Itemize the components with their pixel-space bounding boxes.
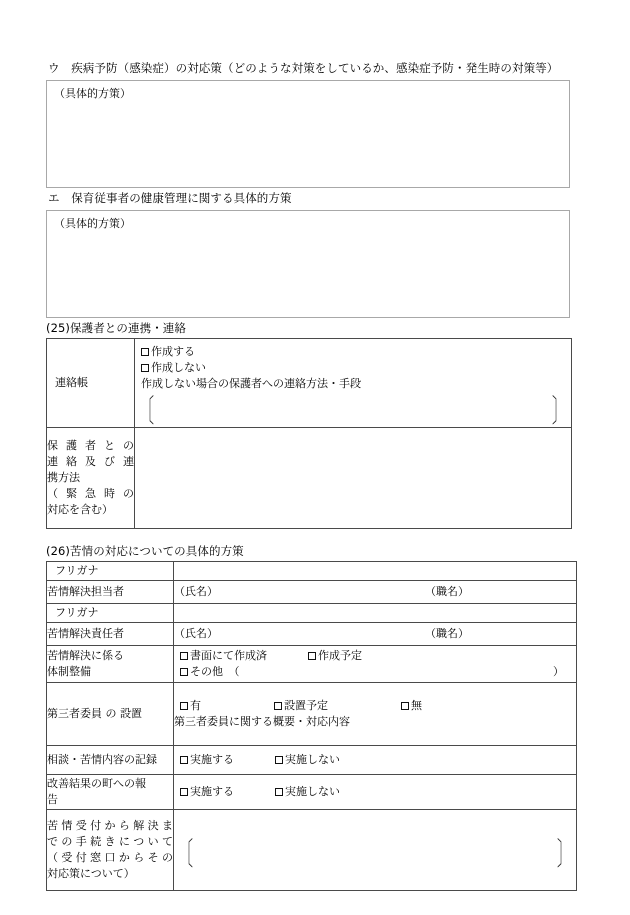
title-label: （職名） (425, 585, 469, 599)
option-label: 設置予定 (284, 699, 328, 713)
checkbox-icon[interactable] (180, 652, 188, 660)
label-line: 苦情受付から解決ま (47, 819, 173, 833)
table-row (47, 428, 572, 529)
label-line: 告 (47, 793, 58, 806)
furigana-label-2: フリガナ (47, 604, 174, 623)
section-u-box-label: （具体的方策） (54, 87, 131, 100)
section-25-heading: (25)保護者との連携・連絡 (46, 321, 187, 335)
row-value-renrakucho (135, 339, 572, 428)
checkbox-icon[interactable] (180, 702, 188, 710)
table-row (47, 581, 577, 604)
option-label: その他 （ (190, 665, 240, 678)
row-label-improvement-report (47, 775, 174, 810)
table-row (47, 623, 577, 646)
checkbox-icon[interactable] (180, 756, 188, 764)
label-line: 連絡及び連 (47, 455, 134, 469)
label-line: 保護者との (47, 439, 134, 453)
option-label: 実施しない (285, 753, 340, 767)
bracket-open-icon: 〔 (139, 392, 155, 430)
furigana-value-1[interactable] (174, 562, 577, 581)
committee-options[interactable] (174, 698, 576, 714)
row-label-procedure (47, 810, 174, 891)
checkbox-icon[interactable] (274, 702, 282, 710)
row-value-procedure[interactable] (174, 810, 577, 891)
section-u-heading: ウ 疾病予防（感染症）の対応策（どのような対策をしているか、感染症予防・発生時の対策等） (48, 61, 559, 75)
option-label: 有 (190, 699, 201, 713)
row-value-system-development (174, 646, 577, 683)
report-options[interactable] (174, 784, 576, 800)
renrakucho-free-entry[interactable] (135, 392, 571, 430)
row-value-complaint-handler[interactable] (174, 581, 577, 604)
row-label-third-party-committee: 第三者委員 の 設置 (47, 683, 174, 746)
row-value-complaint-manager[interactable] (174, 623, 577, 646)
bracket-close-icon: 〕 (551, 392, 567, 430)
section-e-heading: エ 保育従事者の健康管理に関する具体的方策 (48, 191, 292, 205)
checkbox-icon[interactable] (308, 652, 316, 660)
table-row (47, 683, 577, 746)
section-26-table (46, 561, 577, 891)
row-value-contact-method[interactable] (135, 428, 572, 529)
table-row (47, 775, 577, 810)
bracket-close-icon: 〕 (556, 835, 572, 873)
checkbox-icon[interactable] (275, 756, 283, 764)
label-line: 対応策について） (47, 866, 135, 880)
checkbox-icon[interactable] (275, 788, 283, 796)
option-label: 作成予定 (318, 649, 362, 663)
section-e-writebox[interactable] (46, 210, 570, 318)
table-row (47, 810, 577, 891)
renrakucho-label: 連絡帳 (55, 376, 88, 390)
section-u-writebox[interactable] (46, 80, 570, 188)
table-row (47, 562, 577, 581)
row-label-complaint-handler: 苦情解決担当者 (47, 581, 174, 604)
label-line: 対応を含む） (47, 502, 113, 516)
row-label-complaint-manager: 苦情解決責任者 (47, 623, 174, 646)
row-label-system-development (47, 646, 174, 683)
name-label: （氏名） (174, 585, 218, 599)
system-options-line-1[interactable] (174, 648, 576, 664)
checkbox-icon[interactable] (141, 348, 149, 356)
table-row (47, 646, 577, 683)
row-label-complaint-record: 相談・苦情内容の記録 (47, 746, 174, 775)
table-row (47, 339, 572, 428)
procedure-free-entry[interactable] (174, 835, 576, 873)
option-label: 書面にて作成済 (190, 649, 267, 663)
label-line: （緊急時の (47, 486, 134, 500)
record-options[interactable] (174, 752, 576, 768)
checkbox-icon[interactable] (141, 364, 149, 372)
checkbox-icon[interactable] (180, 788, 188, 796)
label-line: （受付窓口からその (47, 851, 173, 864)
renrakucho-option-create[interactable] (135, 344, 571, 360)
name-label: （氏名） (174, 627, 218, 641)
paren-close: ） (553, 665, 564, 678)
system-options-line-2[interactable] (174, 664, 576, 680)
table-row (47, 746, 577, 775)
row-label-contact-method (47, 428, 135, 529)
row-value-third-party-committee (174, 683, 577, 746)
option-label: 作成しない (151, 361, 206, 375)
label-line: での手続きについて (47, 835, 173, 849)
checkbox-icon[interactable] (180, 668, 188, 676)
title-label: （職名） (425, 627, 469, 641)
row-value-complaint-record[interactable] (174, 746, 577, 775)
label-line: 携方法 (47, 471, 80, 485)
renrakucho-option-nocreate[interactable] (135, 360, 571, 376)
bracket-open-icon: 〔 (178, 835, 194, 873)
option-label: 実施する (190, 753, 234, 767)
furigana-value-2[interactable] (174, 604, 577, 623)
label-line: 体制整備 (47, 665, 91, 678)
label-line: 苦情解決に係る (47, 649, 124, 663)
option-label: 実施しない (285, 785, 340, 799)
section-e-box-label: （具体的方策） (54, 217, 131, 230)
label-line: 改善結果の町への報 (47, 777, 146, 791)
row-label-renrakucho (47, 339, 135, 428)
row-value-improvement-report[interactable] (174, 775, 577, 810)
checkbox-icon[interactable] (401, 702, 409, 710)
committee-note: 第三者委員に関する概要・対応内容 (174, 715, 350, 728)
table-row (47, 604, 577, 623)
renrakucho-note: 作成しない場合の保護者への連絡方法・手段 (141, 376, 361, 390)
option-label: 無 (411, 699, 422, 713)
option-label: 作成する (151, 345, 195, 359)
furigana-label-1: フリガナ (47, 562, 174, 581)
option-label: 実施する (190, 785, 234, 799)
section-26-heading: (26)苦情の対応についての具体的方策 (46, 544, 244, 558)
section-25-table (46, 338, 572, 529)
